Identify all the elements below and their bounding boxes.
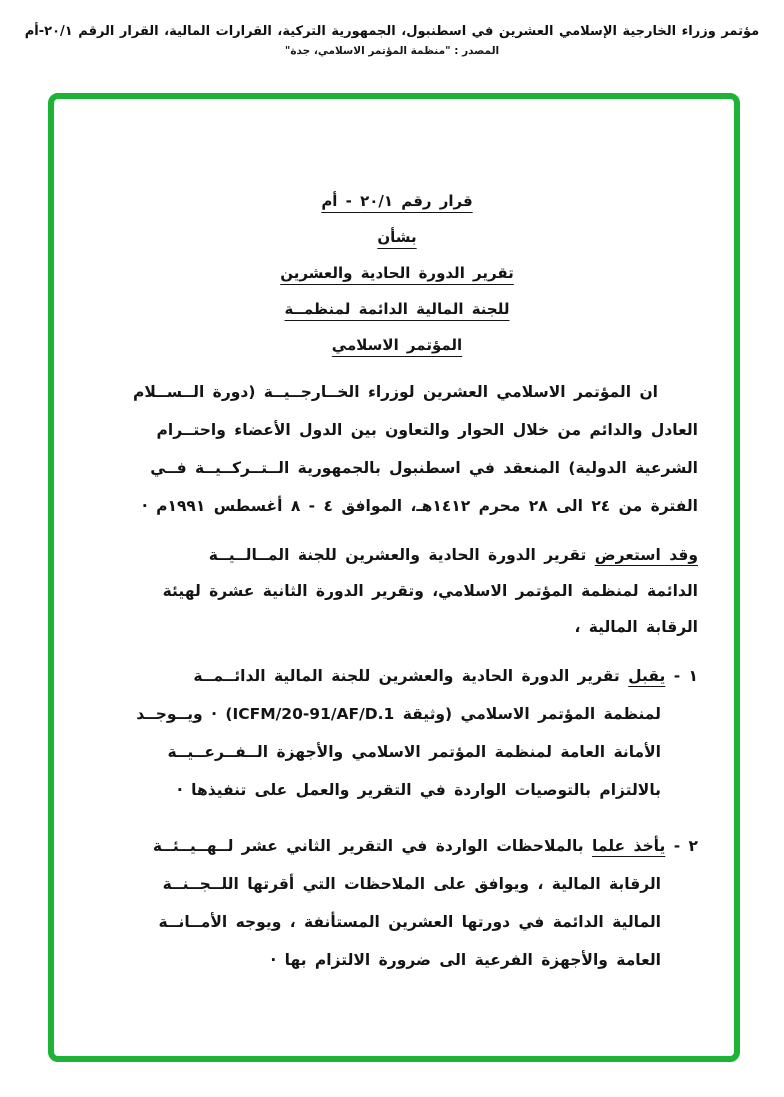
preamble-paragraph bbox=[96, 373, 698, 525]
text-line: الرقابة المالية ، ويوافق على الملاحظات التي أقرتها اللــجــنــة bbox=[162, 875, 661, 893]
text-line: المالية الدائمة في دورتها العشرين المستأنفة ، ويوجه الأمــانــة bbox=[158, 913, 661, 931]
text-line: قرار رقم ٢٠/١ - أم bbox=[321, 192, 473, 210]
operative-item-2 bbox=[96, 827, 698, 979]
text-line: بالالتزام بالتوصيات الواردة في التقرير والعمل على تنفيذها · bbox=[176, 781, 661, 799]
green-frame bbox=[48, 93, 740, 1062]
resolution-title bbox=[96, 183, 698, 363]
text-line: الرقابة المالية ، bbox=[574, 618, 698, 636]
text-line: وقد استعرض تقرير الدورة الحادية والعشرين للجنة المــالــيــة bbox=[208, 546, 698, 564]
review-clause bbox=[96, 537, 698, 645]
catalog-header bbox=[0, 24, 784, 57]
document-body bbox=[54, 99, 734, 1056]
text-line: الفترة من ٢٤ الى ٢٨ محرم ١٤١٢هـ، الموافق ٤ - ٨ أغسطس ١٩٩١م · bbox=[141, 497, 698, 515]
text-line: المؤتمر الاسلامي bbox=[331, 336, 463, 354]
text-line: العادل والدائم من خلال الحوار والتعاون بين الدول الأعضاء واحتــرام bbox=[156, 421, 698, 439]
text-line: ٢ - يأخذ علما بالملاحظات الواردة في التقرير الثاني عشر لــهــيــئــة bbox=[152, 837, 698, 855]
text-line: العامة والأجهزة الفرعية الى ضرورة الالتزام بها · bbox=[270, 951, 661, 969]
catalog-header-source: المصدر : "منظمة المؤتمر الاسلامي، جدة" bbox=[284, 45, 500, 57]
text-line: الأمانة العامة لمنظمة المؤتمر الاسلامي والأجهزة الــفــرعــيــة bbox=[167, 743, 661, 761]
text-line: لمنظمة المؤتمر الاسلامي (وثيقة ICFM/20-91/AF/D.1) · ويــوجــد bbox=[136, 705, 661, 723]
text-line: ١ - يقبل تقرير الدورة الحادية والعشرين للجنة المالية الدائــمــة bbox=[193, 667, 698, 685]
text-line: الدائمة لمنظمة المؤتمر الاسلامي، وتقرير الدورة الثانية عشرة لهيئة bbox=[162, 582, 698, 600]
operative-item-1 bbox=[96, 657, 698, 809]
catalog-header-title: مؤتمر وزراء الخارجية الإسلامي العشرين في اسطنبول، الجمهورية التركية، القرارات المالية، القرار الرقم ٢٠/١-أم bbox=[24, 24, 760, 39]
text-line: للجنة المالية الدائمة لمنظمــة bbox=[284, 300, 510, 318]
text-line: بشأن bbox=[377, 228, 417, 246]
text-line: الشرعية الدولية) المنعقد في اسطنبول بالجمهورية الــتــركــيــة فــي bbox=[150, 459, 698, 477]
text-line: تقرير الدورة الحادية والعشرين bbox=[280, 264, 514, 282]
text-line: ان المؤتمر الاسلامي العشرين لوزراء الخــارجــيــة (دورة الــســلام bbox=[133, 383, 658, 401]
